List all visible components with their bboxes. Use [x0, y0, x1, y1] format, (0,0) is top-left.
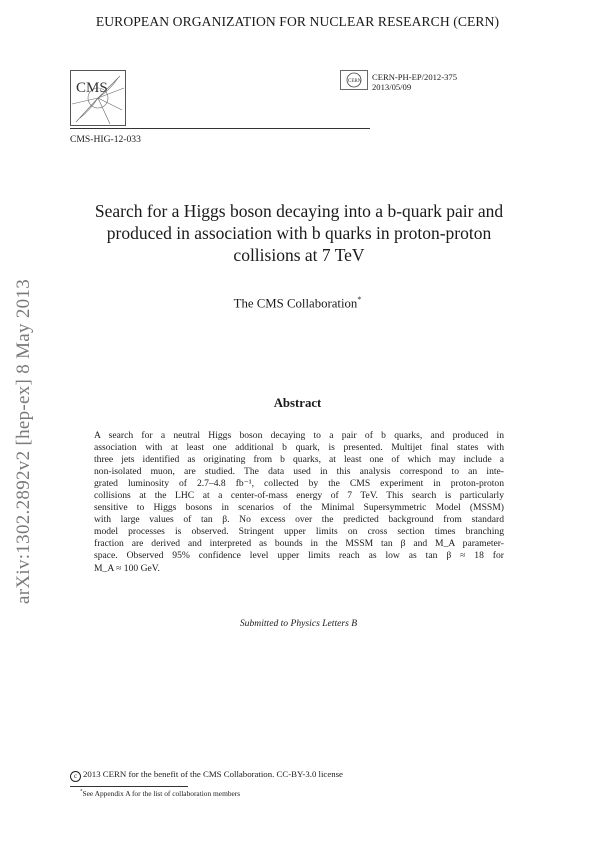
abstract-line: three jets identified as originating from b quarks, at least one of which may include a — [94, 454, 504, 466]
title-line: produced in association with b quarks in proton-proton — [106, 223, 492, 243]
arxiv-stamp: arXiv:1302.2892v2 [hep-ex] 8 May 2013 — [13, 278, 34, 604]
abstract-line: fraction are derived and interpreted as bounds in the MSSM tan β and M_A parameter- — [94, 538, 504, 550]
report-reference — [372, 72, 457, 92]
abstract-line: A search for a neutral Higgs boson decaying to a pair of b quarks, and produced in — [94, 430, 504, 441]
license-text: 2013 CERN for the benefit of the CMS Collaboration. CC-BY-3.0 license — [83, 769, 343, 779]
abstract-text — [94, 430, 504, 575]
paper-title — [40, 200, 558, 266]
footnote — [80, 789, 240, 798]
report-date: 2013/05/09 — [372, 82, 412, 92]
cern-logo — [340, 70, 368, 90]
organization-header: EUROPEAN ORGANIZATION FOR NUCLEAR RESEARCH (CERN) — [95, 14, 500, 29]
cms-analysis-id: CMS-HIG-12-033 — [70, 134, 141, 145]
footnote-mark: * — [80, 789, 83, 795]
header-rule — [70, 128, 370, 129]
abstract-line: association with at least one additional b quark, is presented. Multijet final states with — [94, 442, 504, 454]
cern-logo-text: CERN — [348, 79, 362, 84]
title-line: collisions at 7 TeV — [233, 245, 365, 265]
abstract-line: space. Observed 95% confidence level upper limits reach as low as tan β ≈ 18 for — [94, 550, 504, 562]
cms-logo — [70, 70, 126, 126]
footnote-rule — [70, 786, 188, 787]
abstract-line: collisions at the LHC at a center-of-mass energy of 7 TeV. This search is particularly — [94, 490, 504, 502]
abstract-line: non-isolated muon, are studied. The data used in this analysis correspond to an inte- — [94, 466, 504, 478]
footnote-text: See Appendix A for the list of collaboration members — [82, 789, 241, 798]
title-line: Search for a Higgs boson decaying into a b-quark pair and — [94, 201, 504, 221]
author-mark: * — [357, 295, 362, 304]
author-name: The CMS Collaboration — [233, 296, 358, 311]
license-line — [70, 769, 343, 782]
abstract-line: with large values of tan β. No excess over the predicted background from standard — [94, 514, 504, 526]
abstract-heading: Abstract — [273, 396, 322, 410]
abstract-line: sensitive to Higgs bosons in scenarios of the Minimal Supersymmetric Model (MSSM) — [94, 502, 504, 514]
abstract-line: model processes is observed. Stringent upper limits on cross section times branching — [94, 526, 504, 538]
authors — [0, 295, 595, 311]
abstract-line: grated luminosity of 2.7–4.8 fb⁻¹, collected by the CMS experiment in proton-proton — [94, 478, 504, 490]
report-number: CERN-PH-EP/2012-375 — [372, 72, 457, 82]
submission-note: Submitted to Physics Letters B — [239, 618, 358, 629]
copyright-icon: c — [70, 771, 81, 782]
cms-logo-text: CMS — [76, 80, 108, 96]
abstract-line: M_A ≈ 100 GeV. — [94, 562, 160, 574]
